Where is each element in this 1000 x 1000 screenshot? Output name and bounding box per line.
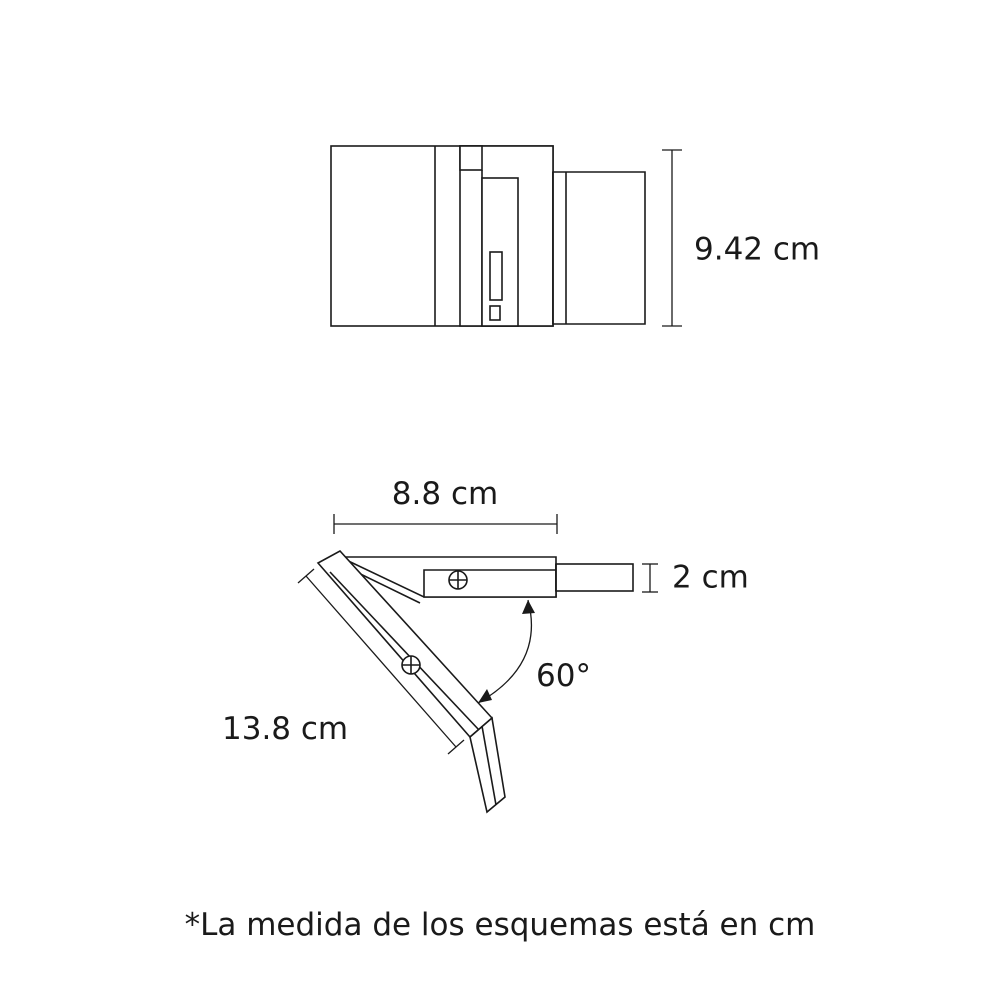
front-view-drawing xyxy=(331,146,645,326)
angle-label: 60° xyxy=(536,658,591,694)
dimension-width-8-8 xyxy=(334,476,557,534)
dimension-label-height: 9.42 cm xyxy=(694,231,821,268)
dimension-height-9-42 xyxy=(662,150,820,326)
dimension-label-depth: 2 cm xyxy=(672,559,749,596)
dimension-depth-2 xyxy=(642,560,749,596)
footnote-text: *La medida de los esquemas está en cm xyxy=(184,907,816,943)
angle-indicator-60 xyxy=(478,600,591,703)
dimension-label-length: 13.8 cm xyxy=(222,711,349,747)
dimension-label-width: 8.8 cm xyxy=(391,476,499,512)
